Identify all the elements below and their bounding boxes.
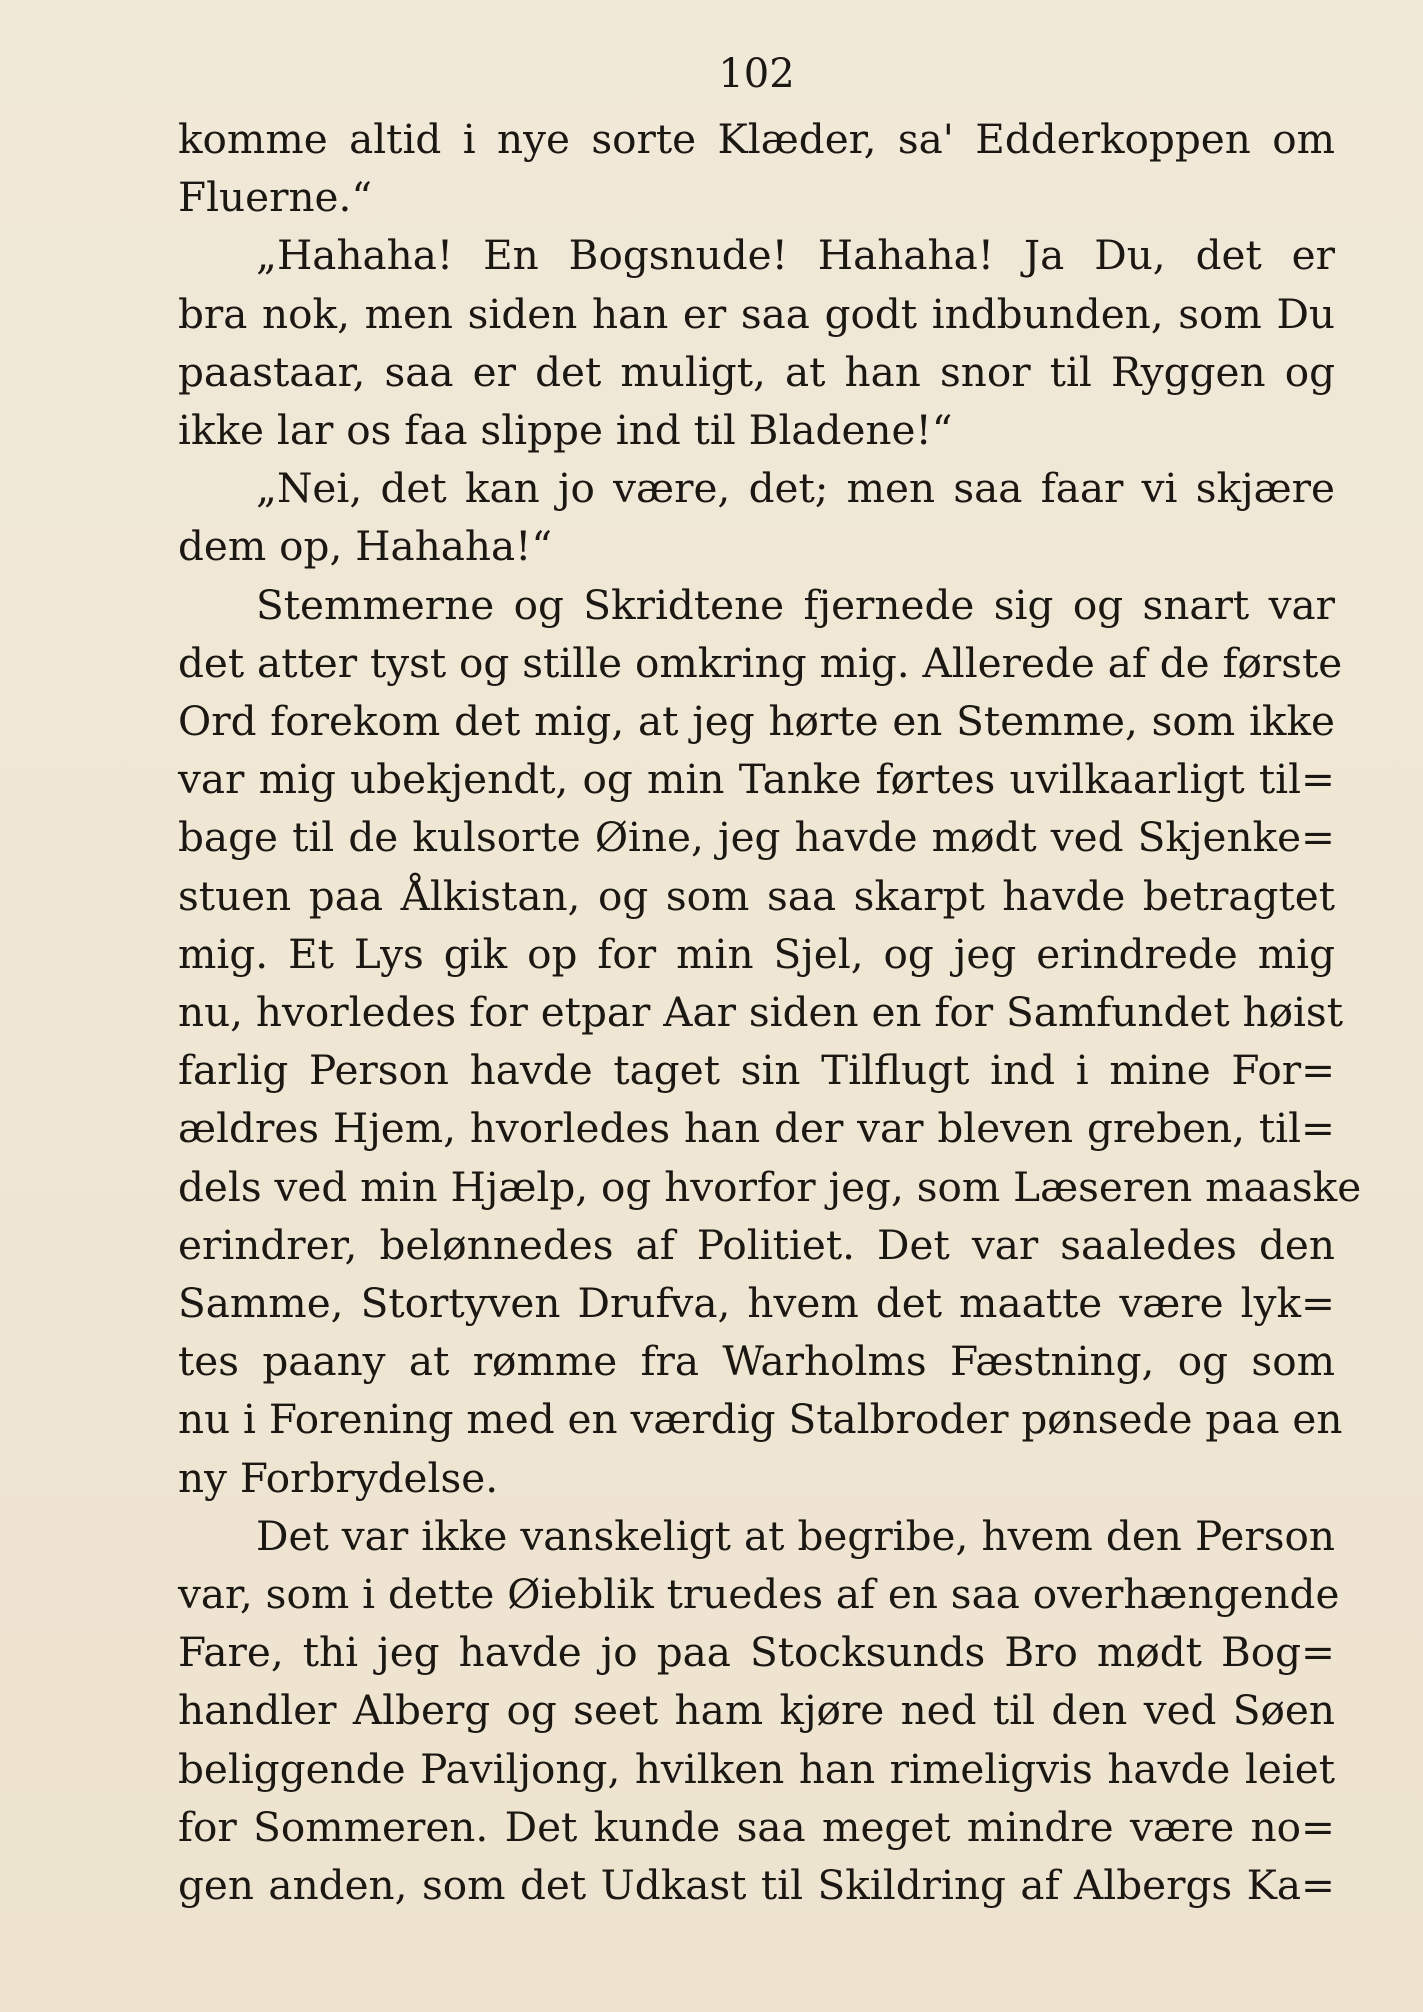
text-line: Fare, thi jeg havde jo paa Stocksunds Bro mødt Bog= <box>178 1628 1335 1677</box>
text-line: Fluerne.“ <box>178 173 373 222</box>
text-line: for Sommeren. Det kunde saa meget mindre være no= <box>178 1802 1335 1851</box>
text-line: dels ved min Hjælp, og hvorfor jeg, som Læseren maaske <box>178 1162 1362 1211</box>
text-line: nu, hvorledes for etpar Aar siden en for Samfundet høist <box>178 988 1343 1037</box>
body-text <box>178 110 1362 1914</box>
text-line: farlig Person havde taget sin Tilflugt ind i mine For= <box>178 1046 1335 1095</box>
text-line: beliggende Paviljong, hvilken han rimeligvis havde leiet <box>178 1744 1335 1793</box>
text-line: var, som i dette Øieblik truedes af en saa overhængende <box>178 1570 1340 1619</box>
text-line: bage til de kulsorte Øine, jeg havde mødt ved Skjenke= <box>178 813 1335 862</box>
text-line: ældres Hjem, hvorledes han der var bleven greben, til= <box>178 1104 1335 1153</box>
text-line: „Hahaha! En Bogsnude! Hahaha! Ja Du, det er <box>256 231 1335 280</box>
text-line: mig. Et Lys gik op for min Sjel, og jeg erindrede mig <box>178 929 1335 978</box>
text-line: nu i Forening med en værdig Stalbroder pønsede paa en <box>178 1395 1343 1444</box>
text-line: „Nei, det kan jo være, det; men saa faar vi skjære <box>256 464 1335 513</box>
text-line: gen anden, som det Udkast til Skildring af Albergs Ka= <box>178 1861 1335 1910</box>
text-line: paastaar, saa er det muligt, at han snor til Ryggen og <box>178 347 1335 396</box>
text-line: Stemmerne og Skridtene fjernede sig og snart var <box>256 580 1335 629</box>
text-line: Det var ikke vanskeligt at begribe, hvem den Person <box>256 1511 1335 1560</box>
text-line: stuen paa Ålkistan, og som saa skarpt havde betragtet <box>178 871 1335 920</box>
text-line: det atter tyst og stille omkring mig. Allerede af de første <box>178 638 1343 687</box>
text-line: erindrer, belønnedes af Politiet. Det var saaledes den <box>178 1220 1335 1269</box>
text-line: bra nok, men siden han er saa godt indbunden, som Du <box>178 289 1335 338</box>
text-line: var mig ubekjendt, og min Tanke førtes uvilkaarligt til= <box>178 755 1335 804</box>
text-line: Samme, Stortyven Drufva, hvem det maatte være lyk= <box>178 1279 1335 1328</box>
text-line: Ord forekom det mig, at jeg hørte en Stemme, som ikke <box>178 697 1335 746</box>
text-line: ny Forbrydelse. <box>178 1453 499 1502</box>
text-line: dem op, Hahaha!“ <box>178 522 553 571</box>
page-number: 102 <box>718 51 795 97</box>
text-line: ikke lar os faa slippe ind til Bladene!“ <box>178 406 953 455</box>
text-line: handler Alberg og seet ham kjøre ned til den ved Søen <box>178 1686 1335 1735</box>
text-line: komme altid i nye sorte Klæder, sa' Edderkoppen om <box>178 115 1335 163</box>
text-line: tes paany at rømme fra Warholms Fæstning, og som <box>178 1337 1335 1386</box>
